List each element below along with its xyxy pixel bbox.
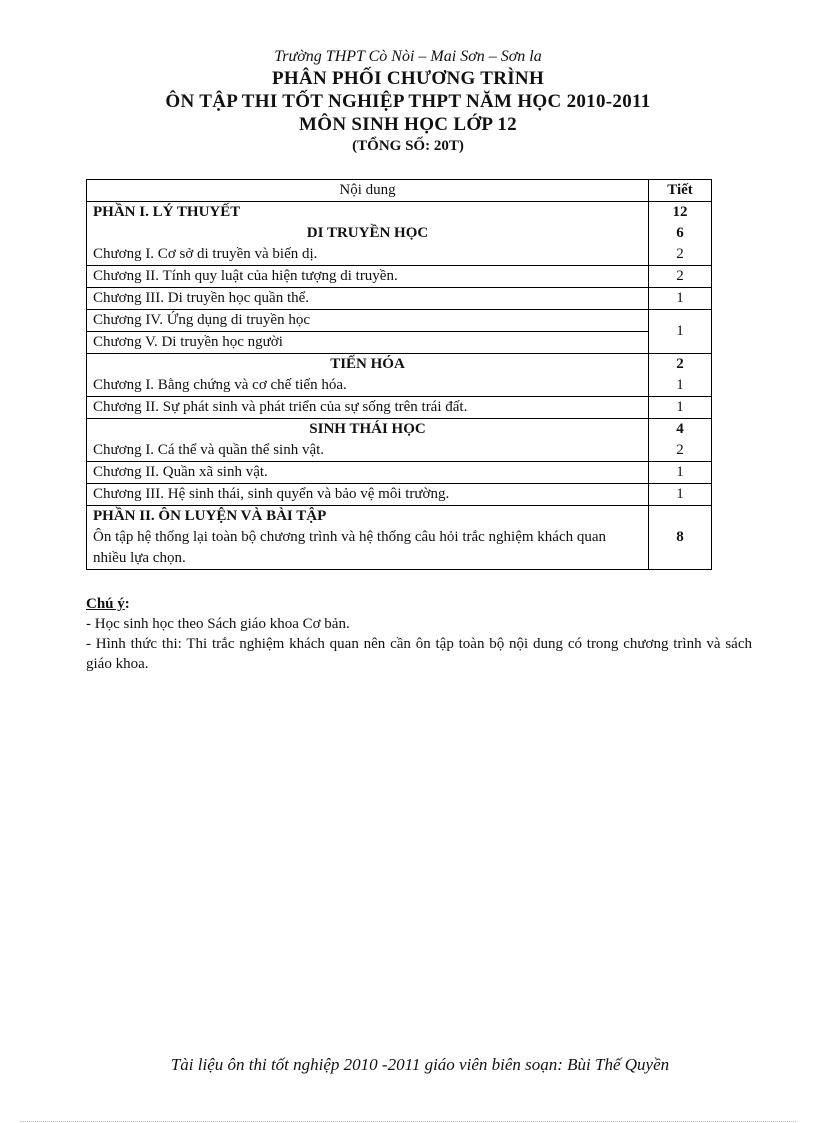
row-periods: 1 (649, 375, 712, 397)
part2-cell (87, 506, 649, 570)
row-label: Chương III. Hệ sinh thái, sinh quyển và bảo vệ môi trường. (87, 484, 649, 506)
row-periods: 2 (649, 266, 712, 288)
school-name: Trường THPT Cò Nòi – Mai Sơn – Sơn la (274, 48, 542, 65)
part1-row (87, 202, 712, 224)
part2-periods: 8 (649, 506, 712, 570)
section-evolution-row (87, 354, 712, 376)
section-genetics-row (87, 223, 712, 244)
table-row (87, 375, 712, 397)
section-ecology-periods: 4 (649, 419, 712, 441)
row-label: Chương V. Di truyền học người (87, 332, 649, 354)
part2-row (87, 506, 712, 570)
table-row (87, 484, 712, 506)
part1-periods: 12 (649, 202, 712, 224)
row-label: Chương III. Di truyền học quần thể. (87, 288, 649, 310)
table-row (87, 462, 712, 484)
table-row (87, 332, 712, 354)
document-subtitle: ÔN TẬP THI TỐT NGHIỆP THPT NĂM HỌC 2010-2011 (165, 91, 651, 112)
header-periods: Tiết (649, 180, 712, 202)
row-label: Chương II. Tính quy luật của hiện tượng di truyền. (87, 266, 649, 288)
header-content: Nội dung (87, 180, 649, 202)
table-row (87, 244, 712, 266)
row-label: Chương I. Cơ sở di truyền và biến dị. (87, 244, 649, 266)
row-periods: 2 (649, 244, 712, 266)
section-evolution-label: TIẾN HÓA (87, 354, 649, 376)
section-ecology-label: SINH THÁI HỌC (87, 419, 649, 441)
subject-title: MÔN SINH HỌC LỚP 12 (299, 114, 517, 135)
table-row (87, 266, 712, 288)
row-periods: 2 (649, 440, 712, 462)
notes-heading (86, 594, 752, 614)
row-label: Chương I. Bằng chứng và cơ chế tiến hóa. (87, 375, 649, 397)
part2-label: PHẦN II. ÔN LUYỆN VÀ BÀI TẬP (93, 508, 327, 524)
part2-description: Ôn tập hệ thống lại toàn bộ chương trình và hệ thống câu hỏi trắc nghiệm khách quan nhiều lựa chọn. (93, 529, 607, 566)
curriculum-table (86, 179, 712, 570)
section-evolution-periods: 2 (649, 354, 712, 376)
page-footer: Tài liệu ôn thi tốt nghiệp 2010 -2011 giáo viên biên soạn: Bùi Thế Quyền (170, 1055, 670, 1074)
table-row (87, 397, 712, 419)
notes-title: Chú ý (86, 596, 125, 612)
section-genetics-periods: 6 (649, 223, 712, 244)
part1-label: PHẦN I. LÝ THUYẾT (87, 202, 649, 224)
row-periods: 1 (649, 484, 712, 506)
row-periods: 1 (649, 288, 712, 310)
row-label: Chương IV. Ứng dụng di truyền học (87, 310, 649, 332)
row-periods: 1 (649, 462, 712, 484)
table-row (87, 440, 712, 462)
document-title: PHÂN PHỐI CHƯƠNG TRÌNH (271, 68, 545, 89)
page-border-dotted (20, 1121, 796, 1122)
note-item: - Học sinh học theo Sách giáo khoa Cơ bản. (86, 616, 350, 632)
row-label: Chương II. Quần xã sinh vật. (87, 462, 649, 484)
table-row (87, 288, 712, 310)
table-header-row (87, 180, 712, 202)
notes-colon: : (124, 596, 130, 612)
section-ecology-row (87, 419, 712, 441)
section-genetics-label: DI TRUYỀN HỌC (87, 223, 649, 244)
row-periods: 1 (649, 397, 712, 419)
row-periods: 1 (649, 310, 712, 354)
note-item: - Hình thức thi: Thi trắc nghiệm khách quan nên cần ôn tập toàn bộ nội dung có trong chương trình và sách giáo khoa. (86, 636, 752, 672)
table-row (87, 310, 712, 332)
row-label: Chương II. Sự phát sinh và phát triển của sự sống trên trái đất. (87, 397, 649, 419)
total-periods: (TỔNG SỐ: 20T) (352, 138, 464, 154)
row-label: Chương I. Cá thể và quần thể sinh vật. (87, 440, 649, 462)
